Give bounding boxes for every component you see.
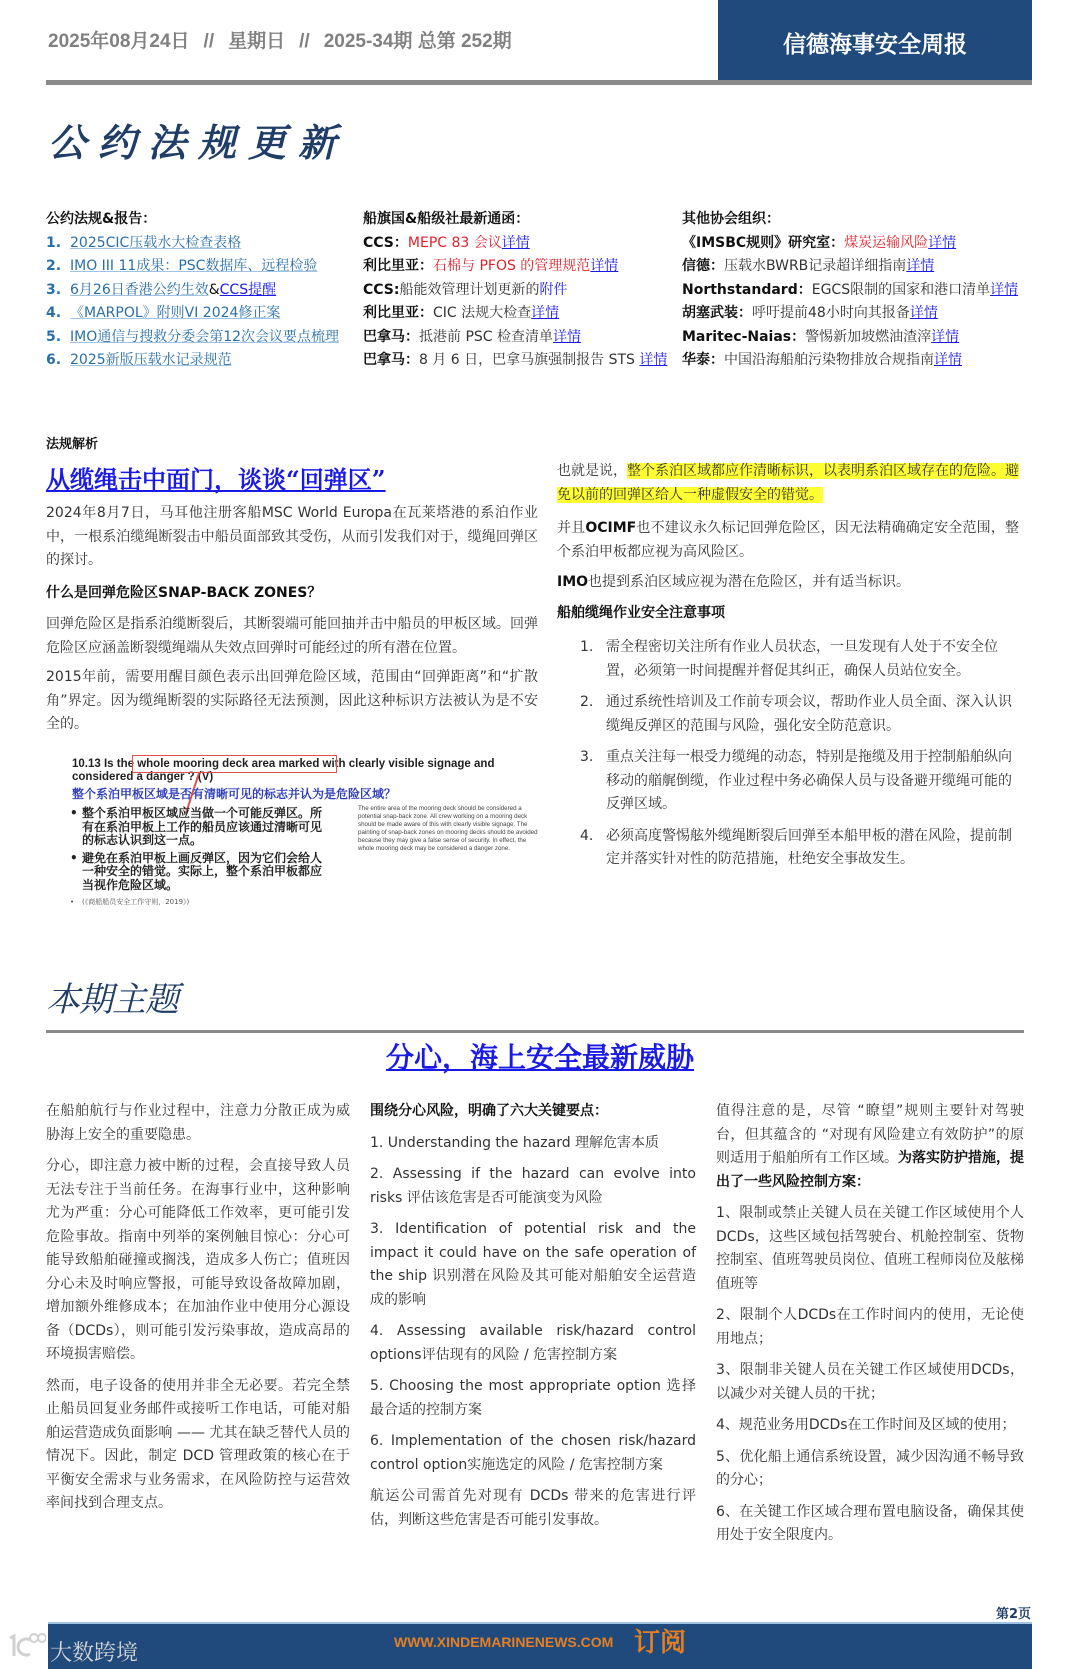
list-item: 1、限制或禁止关键人员在关键工作区域使用个人 DCDs，这些区域包括驾驶台、机舱控制室、货物控制室、值班驾驶员岗位、值班工程师岗位及舷梯值班等 <box>716 1205 1024 1292</box>
ocimf-paragraph: 并且OCIMF也不建议永久标记回弹危险区，因无法精确确定安全范围，整个系泊甲板都应视为高风险区。 <box>557 520 1020 560</box>
details-link[interactable]: 详情 <box>906 258 935 274</box>
details-link[interactable]: 详情 <box>990 281 1019 298</box>
theme-column-3: 值得注意的是，尽管 “瞭望”规则主要针对驾驶台，但其蕴含的 “对现有风险建立有效防护”的原则适用于船舶所有工作区域。为落实防护措施，提出了一些风险控制方案： 1、限制或禁止关键人员在关键工作区域使用个人 DCDs，这些区域包括驾驶台、机舱控制室、货物控制室、值班驾驶员岗位、值班工程师岗位及舷梯值班等 2、限制个人DCDs在工作时间内的使用，无论使用地点； 3、限制非关键人员在关键工作区域使用DCDs，以减少对关键人员的干扰； 4、规范业务用DCDs在工作时间及区域的使用； 5、优化船上通信系统设置，减少因沟通不畅导致的分心； 6、在关键工作区域合理布置电脑设备，确保其使用处于安全限度内。 <box>716 1100 1024 1556</box>
theme-divider <box>46 1030 1024 1033</box>
link-imo-ncsr12[interactable]: IMO通信与搜救分委会第12次会议要点梳理 <box>70 328 340 345</box>
list-item: 4. 必须高度警惕舷外缆绳断裂后回弹至本船甲板的潜在风险，提前制定并落实针对性的防范措施，杜绝安全事故发生。 <box>580 827 1012 867</box>
list-item: 6. Implementation of the chosen risk/hazard control option实施选定的风险 / 危害控制方案 <box>370 1433 696 1473</box>
analysis-label: 法规解析 <box>46 437 99 452</box>
link-marpol-annex-vi[interactable]: 《MARPOL》附则VI 2024修正案 <box>70 305 281 321</box>
list-item: 6、在关键工作区域合理布置电脑设备，确保其使用处于安全限度内。 <box>716 1503 1024 1543</box>
list-item: 华泰：中国沿海船舶污染物排放合规指南详情 <box>682 352 962 368</box>
highlighted-text: 整个系泊区域都应作清晰标识，以表明系泊区域存在的危险。避免以前的回弹区给人一种虚假安全的错觉。 <box>557 463 1019 503</box>
safety-list <box>557 636 1019 880</box>
list-item: 5. Choosing the most appropriate option 选择最合适的控制方案 <box>370 1378 696 1418</box>
link-ccs-reminder[interactable]: CCS提醒 <box>219 281 277 298</box>
list-item: 2. IMO III 11成果：PSC数据库、远程检验 <box>46 258 318 274</box>
list-item: 5、优化船上通信系统设置，减少因沟通不畅导致的分心； <box>716 1448 1024 1488</box>
header-divider <box>46 80 1032 85</box>
other-orgs-column <box>682 208 1018 373</box>
brand-title: 信德海事安全周报 <box>783 31 967 58</box>
snapback-history: 2015年前，需要用醒目颜色表示出回弹危险区域，范围由“回弹距离”和“扩散角”界定。因为缆绳断裂的实际路径无法预测，因此这种标识方法被认为是不安全的。 <box>46 669 538 732</box>
imo-paragraph: IMO也提到系泊区域应视为潜在危险区，并有适当标识。 <box>557 574 911 590</box>
snapback-definition: 回弹危险区是指系泊缆断裂后，其断裂端可能回抽并击中船员的甲板区域。回弹危险区应涵盖断裂缆绳端从失效点回弹时可能经过的所有潜在位置。 <box>46 616 538 656</box>
article-intro: 2024年8月7日，马耳他注册客船MSC World Europa在瓦莱塔港的系泊作业中，一根系泊缆绳断裂击中船员面部致其受伤，从而引发我们对于，缆绳回弹区的探讨。 <box>46 505 538 568</box>
list-item: 5. IMO通信与搜救分委会第12次会议要点梳理 <box>46 328 340 345</box>
details-link[interactable]: 详情 <box>928 234 957 251</box>
list-item: 2. Assessing if the hazard can evolve into risks 评估该危害是否可能演变为风险 <box>370 1166 696 1206</box>
list-item: 1. 2025CIC压载水大检查表格 <box>46 234 242 251</box>
list-item: 胡塞武装：呼吁提前48小时向其报备详情 <box>682 305 938 321</box>
conventions-heading: 公约法规&报告： <box>46 211 157 227</box>
other-orgs-heading: 其他协会组织： <box>682 211 780 227</box>
list-item: 利比里亚：CIC 法规大检查详情 <box>363 305 560 321</box>
watermark-text: 大数跨境 <box>50 1641 139 1666</box>
list-item: 4. Assessing available risk/hazard control options评估现有的风险 / 危害控制方案 <box>370 1323 696 1363</box>
list-item: 巴拿马：抵港前 PSC 检查清单详情 <box>363 328 582 345</box>
theme-column-2: 围绕分心风险，明确了六大关键要点： 1. Understanding the hazard 理解危害本质 2. Assessing if the hazard can evolve into risks 评估该危害是否可能演变为风险 3. Identification of potential risk and the impact it could have on the safe operation of the ship 识别潜在风险及其可能对船舶安全运营造成的影响 4. Assessing available risk/hazard control options评估现有的风险 / 危害控制方案 5. Choosing the most appropriate option 选择最合适的控制方案 6. Implementation of the chosen risk/hazard control option实施选定的风险 / 危害控制方案 航运公司需首先对现有 DCDs 带来的危害进行评估，判断这些危害是否可能引发事故。 <box>370 1100 696 1540</box>
list-item: 2. 通过系统性培训及工作前专项会议，帮助作业人员全面、深入认识缆绳反弹区的范围与风险，强化安全防范意识。 <box>580 694 1012 734</box>
issue-info: 2025年08月24日 // 星期日 // 2025-34期 总第 252期 <box>48 31 512 52</box>
mooring-deck-figure <box>70 755 540 905</box>
list-item: 4、规范业务用DCDs在工作时间及区域的使用； <box>716 1417 1016 1433</box>
theme-column-1: 在船舶航行与作业过程中，注意力分散正成为威胁海上安全的重要隐患。 分心，即注意力被中断的过程，会直接导致人员无法专注于当前任务。在海事行业中，这种影响尤为严重：分心可能降低工作效率，更可能引发危险事故。指南中列举的案例触目惊心：分心可能导致船舶碰撞或搁浅，造成多人伤亡；值班因分心未及时响应警报，可能导致设备故障加剧，增加额外维修成本；在加油作业中使用分心源设备（DCDs），则可能引发污染事故，造成高昂的环境损害赔偿。 然而，电子设备的使用并非全无必要。若完全禁止船员回复业务邮件或接听工作电话，可能对船舶运营造成负面影响 —— 尤其在缺乏替代人员的情况下。因此，制定 DCD 管理政策的核心在于平衡安全需求与业务需求，在风险防控与运营效率间找到合理支点。 <box>46 1103 350 1511</box>
figure-english-note: The entire area of the mooring deck should be considered a potential snap-back zone. All crew working on a mooring deck should be made aware of this with clearly visible signage. The painting of snap-back zones on mooring decks should be avoided because they may give a false sense of security. In effect, the whole mooring deck may be considered a danger zone. <box>358 805 538 852</box>
attachment-link[interactable]: 附件 <box>539 281 568 298</box>
list-item: 1. 需全程密切关注所有作业人员状态，一旦发现有人处于不安全位置，必须第一时间提醒并督促其纠正，确保人员站位安全。 <box>580 639 998 679</box>
subscribe-link[interactable]: 订阅 <box>634 1628 687 1658</box>
watermark-logo-icon <box>6 1632 46 1660</box>
details-link[interactable]: 详情 <box>501 234 530 251</box>
link-hk-convention[interactable]: 6月26日香港公约生效 <box>70 281 209 298</box>
figure-bullets: • 整个系泊甲板区域应当做一个可能反弹区。所有在系泊甲板上工作的船员应该通过清晰可见的标志认识到这一点。 • 避免在系泊甲板上画反弹区，因为它们会给人一种安全的错觉。实际上，整个系泊甲板都应当视作危险区域。 • (《商船船员安全工作守则，2019》) <box>70 807 330 914</box>
details-link[interactable]: 详情 <box>531 305 560 321</box>
key-points-heading: 围绕分心风险，明确了六大关键要点： <box>370 1103 608 1119</box>
conventions-column <box>46 208 339 373</box>
figure-question-en: 10.13 Is the whole mooring deck area marked with clearly visible signage and considered a danger ? (V) <box>72 758 495 783</box>
figure-question-cn: 整个系泊甲板区域是否有清晰可见的标志并认为是危险区域？ <box>72 787 397 801</box>
list-item: 6. 2025新版压载水记录规范 <box>46 352 232 368</box>
details-link[interactable]: 详情 <box>553 328 582 345</box>
list-item: 巴拿马：8 月 6 日，巴拿马旗强制报告 STS 详情 <box>363 352 668 368</box>
highlight-box <box>132 755 337 773</box>
page-number: 第2页 <box>996 1607 1032 1622</box>
list-item: CCS：MEPC 83 会议详情 <box>363 234 530 251</box>
flag-class-column <box>363 208 667 373</box>
list-item: Northstandard：EGCS限制的国家和港口清单详情 <box>682 281 1019 298</box>
list-item: 3、限制非关键人员在关键工作区域使用DCDs，以减少对关键人员的干扰； <box>716 1362 1024 1402</box>
theme-headline <box>0 1036 1080 1076</box>
snapback-question-heading: 什么是回弹危险区SNAP-BACK ZONES？ <box>46 585 322 601</box>
list-item: 3. 6月26日香港公约生效&CCS提醒 <box>46 281 277 298</box>
list-item: 利比里亚：石棉与 PFOS 的管理规范详情 <box>363 258 619 274</box>
summary-paragraph: 也就是说，整个系泊区域都应作清晰标识，以表明系泊区域存在的危险。避免以前的回弹区给人一种虚假安全的错觉。 <box>557 463 1019 503</box>
list-item: 1. Understanding the hazard 理解危害本质 <box>370 1134 660 1151</box>
link-cic-ballast-form[interactable]: 2025CIC压载水大检查表格 <box>70 234 242 251</box>
article-title-link[interactable]: 从缆绳击中面门，谈谈“回弹区” <box>46 465 386 494</box>
details-link[interactable]: 详情 <box>931 328 960 345</box>
link-ballast-record[interactable]: 2025新版压载水记录规范 <box>70 352 232 368</box>
section-title-theme: 本期主题 <box>46 980 178 1020</box>
details-link[interactable]: 详情 <box>590 258 619 274</box>
section-title-regulations: 公约法规更新 <box>48 121 349 165</box>
website-link[interactable]: WWW.XINDEMARINENEWS.COM <box>394 1634 614 1650</box>
issue-date: 2025年08月24日 <box>48 31 190 52</box>
details-link[interactable]: 详情 <box>934 352 962 368</box>
theme-headline-link[interactable]: 分心，海上安全最新威胁 <box>385 1041 694 1074</box>
link-imo-iii11[interactable]: IMO III 11成果：PSC数据库、远程检验 <box>70 258 318 274</box>
safety-heading: 船舶缆绳作业安全注意事项 <box>557 605 725 621</box>
list-item: 3. Identification of potential risk and the impact it could have on the safe operation of the ship 识别潜在风险及其可能对船舶安全运营造成的影响 <box>370 1221 696 1308</box>
flag-class-heading: 船旗国&船级社最新通函： <box>363 211 530 227</box>
brand-banner <box>718 0 1032 84</box>
details-link[interactable]: 详情 <box>909 305 938 321</box>
list-item: CCS:船能效管理计划更新的附件 <box>363 281 568 298</box>
list-item: 4. 《MARPOL》附则VI 2024修正案 <box>46 305 281 321</box>
list-item: 信德：压载水BWRB记录超详细指南详情 <box>682 258 935 274</box>
list-item: 《IMSBC规则》研究室：煤炭运输风险详情 <box>682 234 957 251</box>
list-item: Maritec-Naias：警惕新加坡燃油渣滓详情 <box>682 328 960 345</box>
issue-weekday: 星期日 <box>228 31 286 52</box>
details-link[interactable]: 详情 <box>639 352 668 368</box>
list-item: 2、限制个人DCDs在工作时间内的使用，无论使用地点； <box>716 1307 1024 1347</box>
issue-number: 2025-34期 总第 252期 <box>323 31 512 52</box>
list-item: 3. 重点关注每一根受力缆绳的动态，特别是拖缆及用于控制船舶纵向移动的艏艉倒缆，作业过程中务必确保人员与设备避开缆绳可能的反弹区域。 <box>580 749 1012 812</box>
